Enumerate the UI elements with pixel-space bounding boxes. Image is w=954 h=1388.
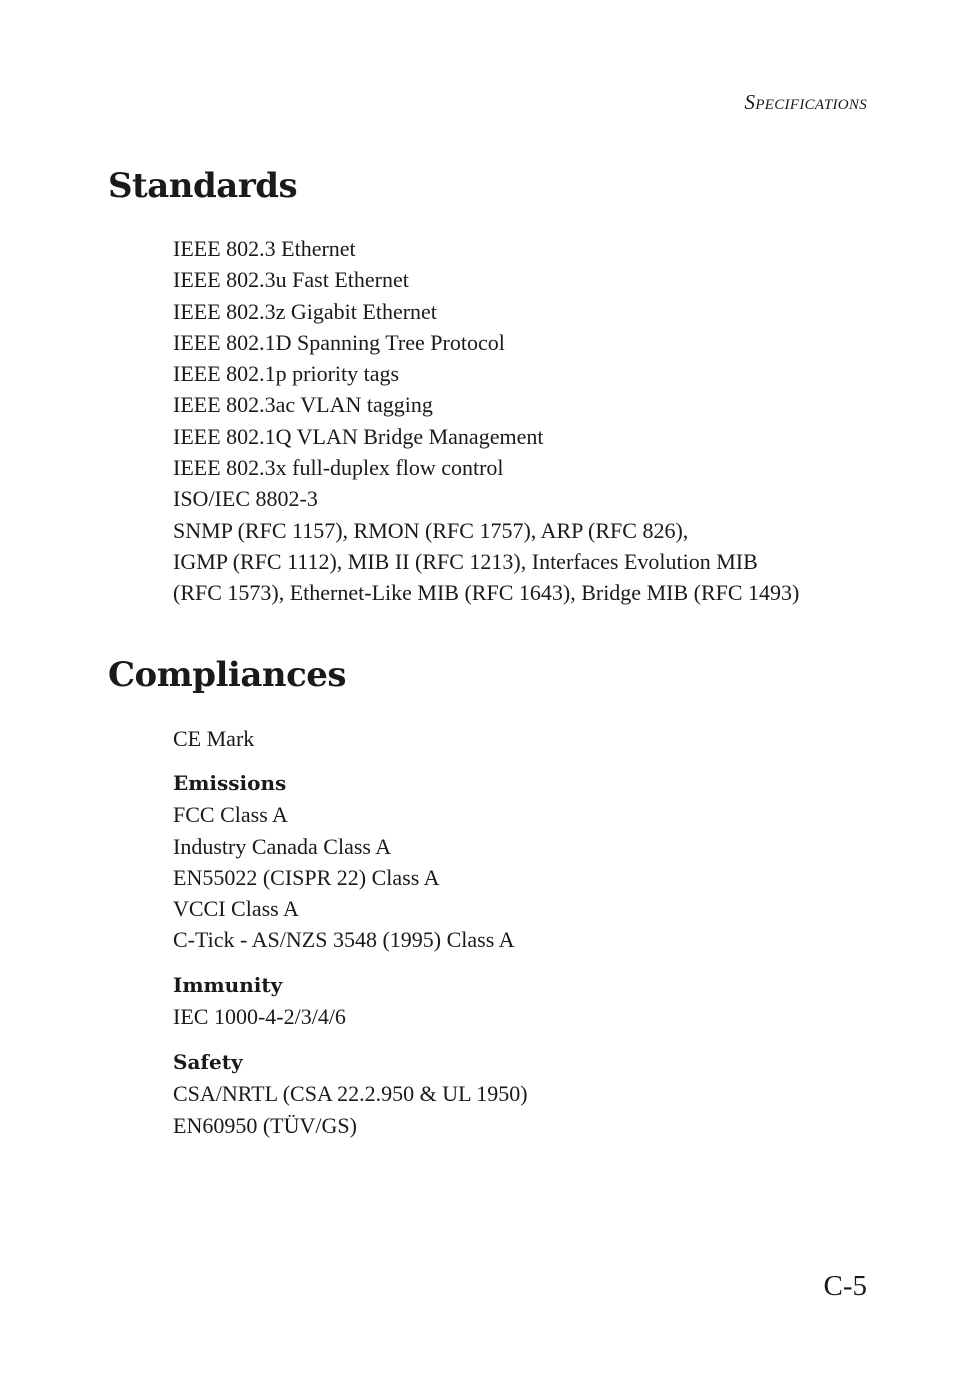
list-item: IEEE 802.3x full-duplex flow control <box>173 455 504 481</box>
list-item: IEEE 802.1Q VLAN Bridge Management <box>173 423 544 449</box>
list-item: IEEE 802.3ac VLAN tagging <box>173 392 433 418</box>
list-item: IEEE 802.3z Gigabit Ethernet <box>173 298 437 324</box>
running-header: Specifications <box>744 90 867 114</box>
compliances-title: Compliances <box>108 655 347 695</box>
list-item: SNMP (RFC 1157), RMON (RFC 1757), ARP (RFC 826), <box>173 517 689 543</box>
list-item: Industry Canada Class A <box>173 833 392 859</box>
safety-block <box>173 1047 528 1141</box>
list-item: FCC Class A <box>173 802 288 828</box>
standards-title: Standards <box>108 166 298 206</box>
immunity-block <box>173 970 346 1033</box>
immunity-heading: Immunity <box>173 973 283 997</box>
list-item: IEC 1000-4-2/3/4/6 <box>173 1004 346 1030</box>
emissions-heading: Emissions <box>173 771 287 795</box>
ce-mark: CE Mark <box>173 726 255 751</box>
list-item: ISO/IEC 8802-3 <box>173 486 318 512</box>
emissions-block <box>173 768 514 956</box>
list-item: IEEE 802.3u Fast Ethernet <box>173 267 409 293</box>
ce-mark-block <box>173 723 254 754</box>
safety-heading: Safety <box>173 1050 243 1074</box>
list-item: C-Tick - AS/NZS 3548 (1995) Class A <box>173 927 515 953</box>
list-item: IGMP (RFC 1112), MIB II (RFC 1213), Interfaces Evolution MIB <box>173 548 758 574</box>
page-number: C-5 <box>823 1270 867 1302</box>
list-item: (RFC 1573), Ethernet-Like MIB (RFC 1643), Bridge MIB (RFC 1493) <box>173 580 800 606</box>
list-item: EN55022 (CISPR 22) Class A <box>173 864 440 890</box>
list-item: EN60950 (TÜV/GS) <box>173 1112 357 1138</box>
list-item: IEEE 802.3 Ethernet <box>173 236 356 261</box>
standards-list <box>173 233 799 609</box>
list-item: CSA/NRTL (CSA 22.2.950 & UL 1950) <box>173 1081 528 1107</box>
list-item: IEEE 802.1D Spanning Tree Protocol <box>173 329 505 355</box>
list-item: IEEE 802.1p priority tags <box>173 361 400 387</box>
list-item: VCCI Class A <box>173 896 299 922</box>
